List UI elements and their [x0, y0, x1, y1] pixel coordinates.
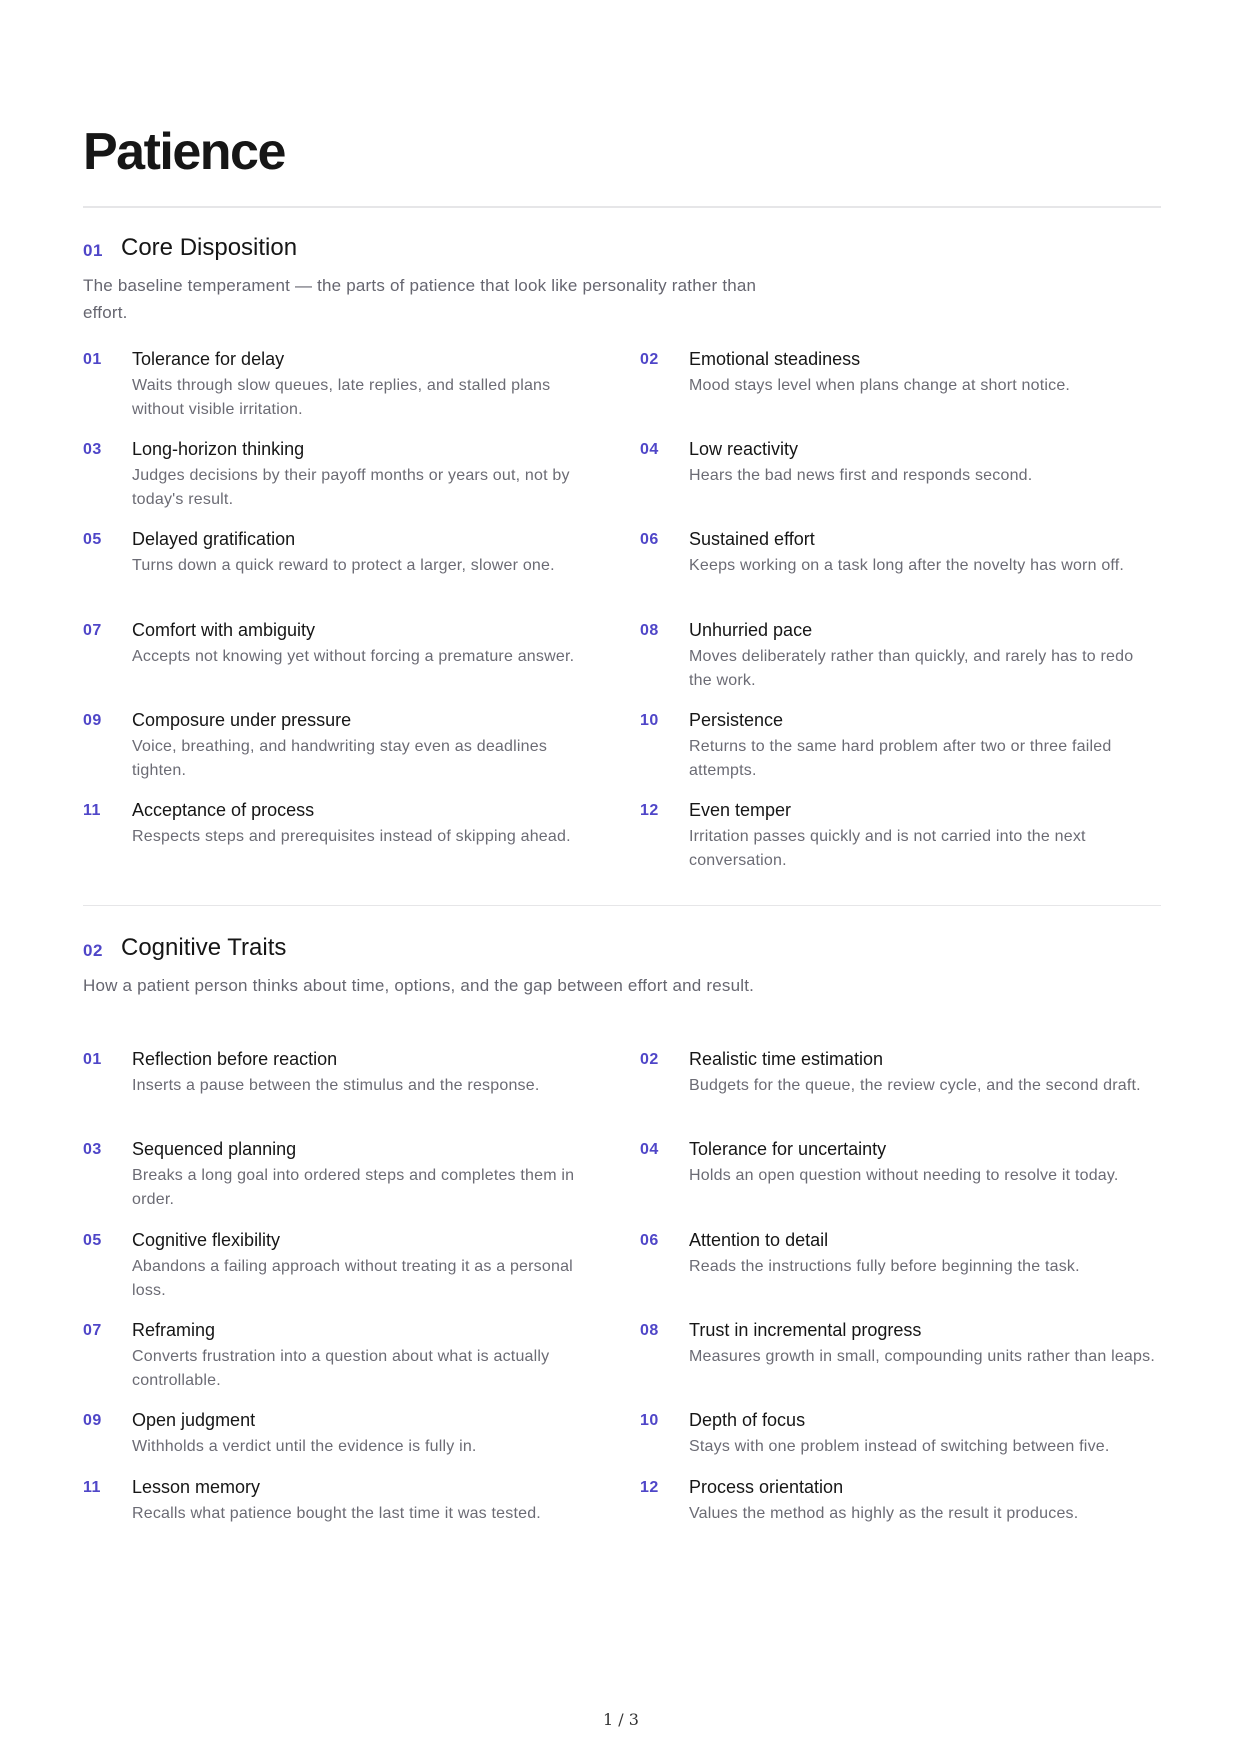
- item-number: 02: [640, 351, 659, 368]
- item-number: 07: [83, 1322, 102, 1339]
- item-title: Reflection before reaction: [132, 1049, 338, 1069]
- item-description: Inserts a pause between the stimulus and the response.: [132, 1077, 540, 1094]
- item-number: 02: [640, 1051, 659, 1068]
- item-title: Unhurried pace: [689, 620, 813, 640]
- item-number: 03: [83, 1141, 102, 1158]
- item-title: Acceptance of process: [132, 800, 315, 820]
- item-title: Attention to detail: [689, 1230, 829, 1250]
- item-description: Returns to the same hard problem after two or three failed attempts.: [689, 738, 1112, 779]
- item-number: 11: [83, 802, 101, 819]
- item-description: Recalls what patience bought the last time it was tested.: [132, 1505, 541, 1522]
- item-title: Persistence: [689, 710, 784, 730]
- item-title: Process orientation: [689, 1477, 844, 1497]
- item-number: 06: [640, 531, 659, 548]
- item-number: 10: [640, 1412, 659, 1429]
- page-indicator: 1 / 3: [603, 1710, 639, 1729]
- item-number: 05: [83, 531, 102, 548]
- item-title: Tolerance for uncertainty: [689, 1139, 887, 1159]
- item-description: Reads the instructions fully before beginning the task.: [689, 1258, 1080, 1275]
- item-description: Irritation passes quickly and is not carried into the next conversation.: [689, 828, 1086, 869]
- item-number: 12: [640, 1479, 659, 1496]
- section-description: How a patient person thinks about time, options, and the gap between effort and result.: [83, 976, 755, 995]
- item-number: 06: [640, 1232, 659, 1249]
- item-description: Accepts not knowing yet without forcing a premature answer.: [132, 648, 575, 665]
- item-number: 08: [640, 1322, 659, 1339]
- item-number: 11: [83, 1479, 101, 1496]
- item-description: Hears the bad news first and responds second.: [689, 467, 1033, 484]
- item-number: 05: [83, 1232, 102, 1249]
- section-description: The baseline temperament — the parts of patience that look like personality rather than effort.: [83, 276, 757, 322]
- item-description: Holds an open question without needing to resolve it today.: [689, 1167, 1119, 1184]
- item-number: 04: [640, 1141, 659, 1158]
- item-description: Waits through slow queues, late replies, and stalled plans without visible irritation.: [132, 377, 551, 418]
- item-description: Abandons a failing approach without treating it as a personal loss.: [132, 1258, 573, 1299]
- item-number: 09: [83, 712, 102, 729]
- item-title: Delayed gratification: [132, 529, 296, 549]
- section-title: Cognitive Traits: [121, 934, 287, 961]
- item-title: Reframing: [132, 1320, 216, 1340]
- title-divider: [83, 206, 1161, 208]
- item-description: Keeps working on a task long after the novelty has worn off.: [689, 557, 1125, 574]
- item-number: 01: [83, 351, 102, 368]
- item-number: 01: [83, 1051, 102, 1068]
- item-title: Realistic time estimation: [689, 1049, 884, 1069]
- item-description: Voice, breathing, and handwriting stay even as deadlines tighten.: [132, 738, 548, 779]
- item-title: Emotional steadiness: [689, 349, 861, 369]
- item-description: Values the method as highly as the result it produces.: [689, 1505, 1079, 1522]
- item-description: Judges decisions by their payoff months or years out, not by today's result.: [132, 467, 570, 508]
- item-number: 04: [640, 441, 659, 458]
- section-title: Core Disposition: [121, 234, 298, 261]
- item-description: Measures growth in small, compounding units rather than leaps.: [689, 1348, 1155, 1365]
- item-description: Stays with one problem instead of switching between five.: [689, 1438, 1110, 1455]
- item-description: Breaks a long goal into ordered steps and completes them in order.: [132, 1167, 575, 1208]
- item-number: 07: [83, 622, 102, 639]
- item-title: Long-horizon thinking: [132, 439, 305, 459]
- document-title: Patience: [83, 123, 285, 181]
- item-description: Turns down a quick reward to protect a larger, slower one.: [132, 557, 555, 574]
- item-title: Comfort with ambiguity: [132, 620, 316, 640]
- item-title: Sustained effort: [689, 529, 815, 549]
- item-description: Withholds a verdict until the evidence is fully in.: [132, 1438, 477, 1455]
- item-description: Respects steps and prerequisites instead of skipping ahead.: [132, 828, 571, 845]
- section-number: 02: [83, 941, 103, 960]
- item-title: Tolerance for delay: [132, 349, 285, 369]
- item-description: Mood stays level when plans change at short notice.: [689, 377, 1071, 394]
- section-number: 01: [83, 241, 103, 260]
- item-title: Cognitive flexibility: [132, 1230, 281, 1250]
- item-description: Budgets for the queue, the review cycle, and the second draft.: [689, 1077, 1141, 1094]
- item-description: Moves deliberately rather than quickly, and rarely has to redo the work.: [689, 648, 1134, 689]
- item-title: Low reactivity: [689, 439, 799, 459]
- item-title: Composure under pressure: [132, 710, 352, 730]
- item-title: Open judgment: [132, 1410, 256, 1430]
- item-title: Sequenced planning: [132, 1139, 297, 1159]
- item-number: 10: [640, 712, 659, 729]
- item-title: Even temper: [689, 800, 792, 820]
- item-description: Converts frustration into a question about what is actually controllable.: [132, 1348, 550, 1389]
- item-title: Depth of focus: [689, 1410, 806, 1430]
- item-title: Trust in incremental progress: [689, 1320, 922, 1340]
- item-number: 09: [83, 1412, 102, 1429]
- item-number: 03: [83, 441, 102, 458]
- item-number: 08: [640, 622, 659, 639]
- section-divider: [83, 905, 1161, 906]
- item-number: 12: [640, 802, 659, 819]
- item-title: Lesson memory: [132, 1477, 261, 1497]
